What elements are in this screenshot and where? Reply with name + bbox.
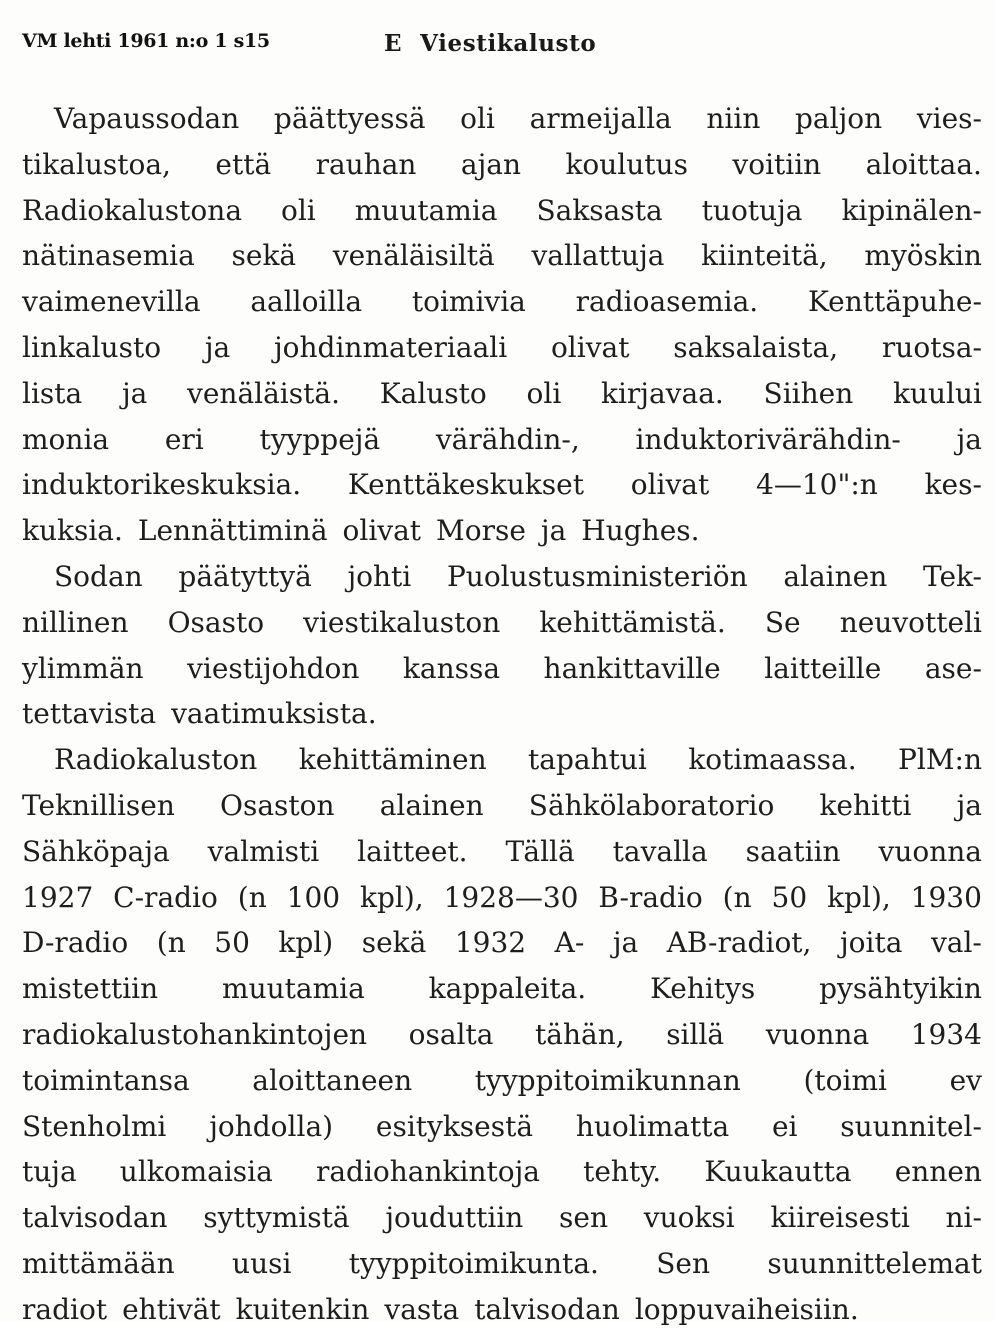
text-line: Teknillisen Osaston alainen Sähkölaboratorio kehitti ja bbox=[22, 788, 982, 822]
text-line: mistettiin muutamia kappaleita. Kehitys pysähtyikin bbox=[22, 972, 982, 1006]
article-body bbox=[22, 96, 982, 1333]
text-line: tuja ulkomaisia radiohankintoja tehty. Kuukautta ennen bbox=[22, 1155, 982, 1189]
section-letter: E bbox=[384, 30, 403, 57]
text-line: ylimmän viestijohdon kanssa hankittaville laitteille ase- bbox=[22, 651, 982, 685]
text-line: vaimenevilla aalloilla toimivia radioasemia. Kenttäpuhe- bbox=[22, 285, 982, 319]
text-line: Radiokaluston kehittäminen tapahtui kotimaassa. PlM:n bbox=[54, 743, 982, 777]
text-line: Sähköpaja valmisti laitteet. Tällä tavalla saatiin vuonna bbox=[22, 834, 982, 868]
text-line: monia eri tyyppejä värähdin-, induktorivärähdin- ja bbox=[22, 422, 982, 456]
text-line: Sodan päätyttyä johti Puolustusministeriön alainen Tek- bbox=[54, 559, 982, 593]
text-line: talvisodan syttymistä jouduttiin sen vuoksi kiireisesti ni- bbox=[22, 1201, 982, 1235]
text-line: toimintansa aloittaneen tyyppitoimikunnan (toimi ev bbox=[22, 1063, 982, 1097]
text-line: tikalustoa, että rauhan ajan koulutus voitiin aloittaa. bbox=[22, 147, 982, 181]
text-line: 1927 C-radio (n 100 kpl), 1928—30 B-radio (n 50 kpl), 1930 bbox=[22, 880, 982, 914]
text-line: radiot ehtivät kuitenkin vasta talvisodan loppuvaiheisiin. bbox=[22, 1292, 859, 1326]
text-line: Stenholmi johdolla) esityksestä huolimatta ei suunnitel- bbox=[22, 1109, 982, 1143]
text-line: D-radio (n 50 kpl) sekä 1932 A- ja AB-radiot, joita val- bbox=[22, 926, 982, 960]
text-line: radiokalustohankintojen osalta tähän, sillä vuonna 1934 bbox=[22, 1017, 982, 1051]
text-line: induktorikeskuksia. Kenttäkeskukset olivat 4—10":n kes- bbox=[22, 468, 982, 502]
text-line: Vapaussodan päättyessä oli armeijalla niin paljon vies- bbox=[54, 102, 982, 135]
text-line: linkalusto ja johdinmateriaali olivat saksalaista, ruotsa- bbox=[22, 330, 982, 364]
text-line: mittämään uusi tyyppitoimikunta. Sen suunnittelemat bbox=[22, 1246, 982, 1280]
text-line: nillinen Osasto viestikaluston kehittämistä. Se neuvotteli bbox=[22, 605, 982, 639]
section-heading bbox=[384, 30, 596, 57]
text-line: tettavista vaatimuksista. bbox=[22, 697, 377, 731]
text-line: kuksia. Lennättiminä olivat Morse ja Hughes. bbox=[22, 514, 700, 548]
paragraph bbox=[22, 554, 982, 737]
text-line: Radiokalustona oli muutamia Saksasta tuotuja kipinälen- bbox=[22, 193, 982, 227]
text-line: nätinasemia sekä venäläisiltä vallattuja kiinteitä, myöskin bbox=[22, 239, 982, 273]
section-title: Viestikalusto bbox=[420, 30, 597, 57]
paragraph bbox=[22, 96, 982, 554]
source-reference: VM lehti 1961 n:o 1 s15 bbox=[22, 30, 270, 52]
paragraph bbox=[22, 737, 982, 1332]
text-line: lista ja venäläistä. Kalusto oli kirjavaa. Siihen kuului bbox=[22, 376, 982, 410]
